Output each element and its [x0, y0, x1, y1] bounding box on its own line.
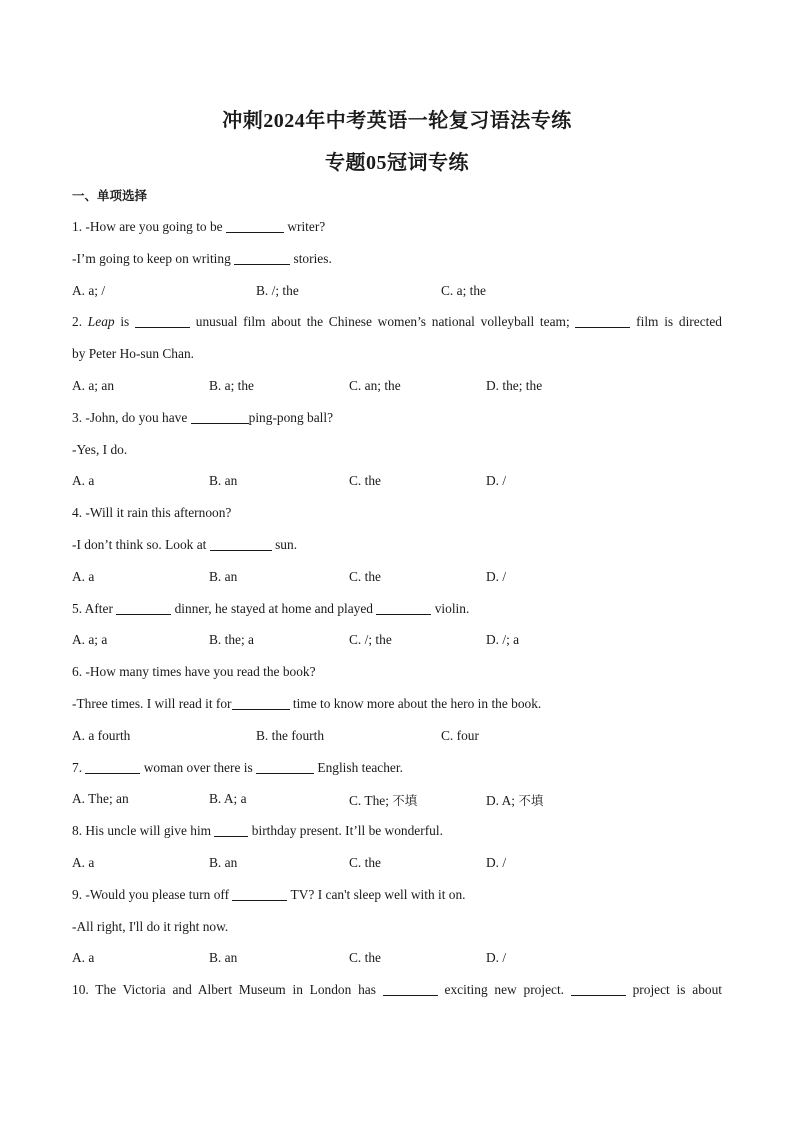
- answer-blank: [214, 824, 248, 837]
- question-4-line-2: -I don’t think so. Look at sun.: [72, 537, 298, 552]
- question-6-options: [72, 728, 722, 744]
- option-d[interactable]: D. /: [486, 473, 507, 488]
- answer-blank: [191, 411, 249, 424]
- option-b[interactable]: B. an: [209, 569, 238, 584]
- option-a[interactable]: A. a: [72, 855, 95, 870]
- option-a[interactable]: A. a: [72, 950, 95, 965]
- answer-blank: [85, 761, 140, 774]
- option-c[interactable]: C. The; 不填: [349, 793, 418, 808]
- option-a[interactable]: A. The; an: [72, 791, 129, 806]
- question-9-options: [72, 950, 722, 966]
- answer-blank: [116, 602, 171, 615]
- option-b[interactable]: B. A; a: [209, 791, 247, 806]
- question-6-line-1: 6. -How many times have you read the book?: [72, 664, 316, 679]
- option-d[interactable]: D. /: [486, 855, 507, 870]
- option-b[interactable]: B. an: [209, 473, 238, 488]
- option-d[interactable]: D. /: [486, 569, 507, 584]
- option-b[interactable]: B. an: [209, 950, 238, 965]
- option-d[interactable]: D. the; the: [486, 378, 543, 393]
- question-1-options: [72, 283, 722, 299]
- option-d[interactable]: D. /: [486, 950, 507, 965]
- question-3-line-2: -Yes, I do.: [72, 442, 128, 457]
- option-a[interactable]: A. a; /: [72, 283, 106, 298]
- question-2-line-1: 2. Leap is unusual film about the Chinese women’s national volleyball team; film is directed: [72, 314, 723, 329]
- question-7-line-1: 7. woman over there is English teacher.: [72, 760, 403, 775]
- question-7-options: [72, 791, 722, 807]
- option-a[interactable]: A. a fourth: [72, 728, 131, 743]
- question-10-line-1: 10. The Victoria and Albert Museum in London has exciting new project. project is about: [72, 982, 723, 997]
- option-c[interactable]: C. a; the: [441, 283, 486, 298]
- section-heading: 一、单项选择: [72, 188, 148, 203]
- question-8-options: [72, 855, 722, 871]
- answer-blank: [232, 888, 287, 901]
- page-subtitle: 专题05冠词专练: [325, 152, 469, 174]
- option-d[interactable]: D. /; a: [486, 632, 520, 647]
- question-4-options: [72, 569, 722, 585]
- option-c[interactable]: C. an; the: [349, 378, 401, 393]
- question-1-line-2: -I’m going to keep on writing stories.: [72, 251, 332, 266]
- question-9-line-1: 9. -Would you please turn off TV? I can't sleep well with it on.: [72, 887, 466, 902]
- option-c[interactable]: C. the: [349, 569, 381, 584]
- option-c[interactable]: C. the: [349, 473, 381, 488]
- answer-blank: [232, 697, 290, 710]
- answer-blank: [575, 315, 630, 328]
- option-a[interactable]: A. a; an: [72, 378, 115, 393]
- question-2-options: [72, 378, 722, 394]
- answer-blank: [571, 983, 626, 996]
- question-1-line-1: 1. -How are you going to be writer?: [72, 219, 326, 234]
- answer-blank: [234, 252, 290, 265]
- option-b[interactable]: B. /; the: [256, 283, 299, 298]
- answer-blank: [383, 983, 438, 996]
- question-3-options: [72, 473, 722, 489]
- option-a[interactable]: A. a; a: [72, 632, 108, 647]
- option-b[interactable]: B. the fourth: [256, 728, 325, 743]
- option-c[interactable]: C. the: [349, 950, 381, 965]
- option-c[interactable]: C. four: [441, 728, 479, 743]
- option-b[interactable]: B. an: [209, 855, 238, 870]
- question-2-line-2: by Peter Ho-sun Chan.: [72, 346, 194, 361]
- question-6-line-2: -Three times. I will read it for time to know more about the hero in the book.: [72, 696, 542, 711]
- answer-blank: [256, 761, 314, 774]
- option-c[interactable]: C. the: [349, 855, 381, 870]
- question-5-options: [72, 632, 722, 648]
- question-4-line-1: 4. -Will it rain this afternoon?: [72, 505, 232, 520]
- question-3-line-1: 3. -John, do you have ping-pong ball?: [72, 410, 334, 425]
- question-9-line-2: -All right, I'll do it right now.: [72, 919, 229, 934]
- answer-blank: [135, 315, 190, 328]
- option-b[interactable]: B. a; the: [209, 378, 254, 393]
- answer-blank: [226, 220, 284, 233]
- option-d[interactable]: D. A; 不填: [486, 793, 544, 808]
- answer-blank: [376, 602, 431, 615]
- option-a[interactable]: A. a: [72, 473, 95, 488]
- option-a[interactable]: A. a: [72, 569, 95, 584]
- question-5-line-1: 5. After dinner, he stayed at home and played violin.: [72, 601, 470, 616]
- question-8-line-1: 8. His uncle will give him birthday present. It’ll be wonderful.: [72, 823, 443, 838]
- option-c[interactable]: C. /; the: [349, 632, 392, 647]
- option-b[interactable]: B. the; a: [209, 632, 254, 647]
- page-title: 冲刺2024年中考英语一轮复习语法专练: [222, 110, 572, 132]
- answer-blank: [210, 538, 272, 551]
